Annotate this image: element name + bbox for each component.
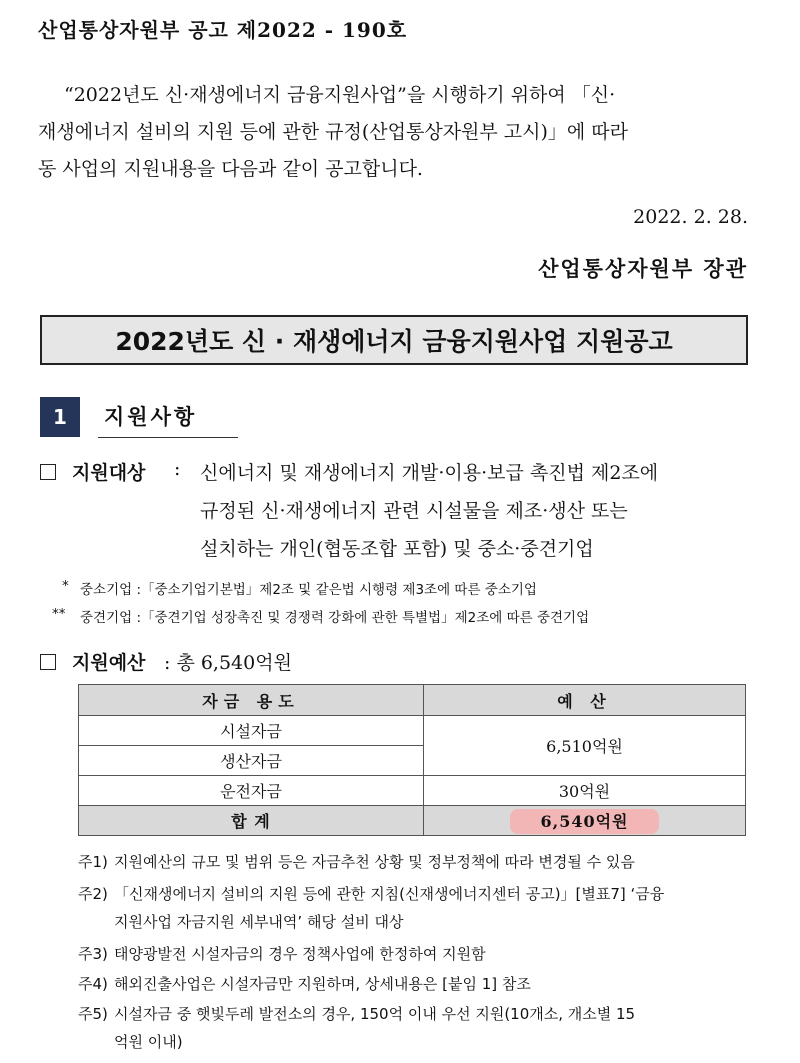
footnote-mark: * xyxy=(62,578,69,594)
notice-header: 산업통상자원부 공고 제2022 - 190호 xyxy=(38,18,408,42)
note-mark: 주2) xyxy=(78,885,108,903)
target-colon: : xyxy=(174,458,181,480)
table-cell-amount: 6,510억원 xyxy=(424,716,746,776)
page-title xyxy=(40,315,748,365)
note-text: 지원예산의 규모 및 범위 등은 자금추천 상황 및 정부정책에 따라 변경될 수 있음 xyxy=(114,853,635,871)
footnote-text: 중소기업 :「중소기업기본법」제2조 및 같은법 시행령 제3조에 따른 중소기업 xyxy=(80,582,537,598)
section-number: 1 xyxy=(40,397,80,437)
checkbox-icon xyxy=(40,654,56,670)
table-row xyxy=(79,776,746,806)
intro-line: “2022년도 신·재생에너지 금융지원사업”을 시행하기 위하여 「신· xyxy=(64,84,616,106)
intro-line: 재생에너지 설비의 지원 등에 관한 규정(산업통상자원부 고시)」에 따라 xyxy=(38,121,629,143)
intro-line: 동 사업의 지원내용을 다음과 같이 공고합니다. xyxy=(38,158,423,180)
table-cell-use: 시설자금 xyxy=(79,716,424,746)
table-total-label: 합 계 xyxy=(79,806,424,836)
table-header-use: 자금 용도 xyxy=(79,685,424,716)
issuer: 산업통상자원부 장관 xyxy=(538,256,748,281)
budget-table xyxy=(78,684,746,836)
page-title-text: 2022년도 신 · 재생에너지 금융지원사업 지원공고 xyxy=(115,327,673,356)
table-header-row xyxy=(79,685,746,716)
note-text: 지원사업 자금지원 세부내역’ 해당 설비 대상 xyxy=(114,913,404,931)
note-text: 태양광발전 시설자금의 경우 정책사업에 한정하여 지원함 xyxy=(114,945,486,963)
note-text: 억원 이내) xyxy=(114,1033,183,1051)
table-cell-use: 운전자금 xyxy=(79,776,424,806)
table-cell-amount: 30억원 xyxy=(424,776,746,806)
section-title: 지원사항 xyxy=(104,405,198,429)
section-underline xyxy=(98,437,238,438)
total-amount-highlight: 6,540억원 xyxy=(510,809,658,834)
note-mark: 주1) xyxy=(78,853,108,871)
note-mark: 주4) xyxy=(78,975,108,993)
table-cell-use: 생산자금 xyxy=(79,746,424,776)
footnote-mark: ** xyxy=(52,606,66,622)
footnote-text: 중견기업 :「중견기업 성장촉진 및 경쟁력 강화에 관한 특별법」제2조에 따른 중견기업 xyxy=(80,610,590,626)
note-text: 해외진출사업은 시설자금만 지원하며, 상세내용은 [붙임 1] 참조 xyxy=(114,975,531,993)
note-mark: 주5) xyxy=(78,1005,108,1023)
table-total-row xyxy=(79,806,746,836)
table-row xyxy=(79,716,746,746)
budget-label: 지원예산 xyxy=(72,652,146,674)
target-line: 규정된 신·재생에너지 관련 시설물을 제조·생산 또는 xyxy=(200,500,628,522)
budget-summary: : 총 6,540억원 xyxy=(164,652,292,674)
table-total-cell xyxy=(424,806,746,836)
note-text: 「신재생에너지 설비의 지원 등에 관한 지침(신재생에너지센터 공고)」[별표7] ‘금융 xyxy=(114,885,665,903)
notice-date: 2022. 2. 28. xyxy=(633,206,748,228)
note-text: 시설자금 중 햇빛두레 발전소의 경우, 150억 이내 우선 지원(10개소, 개소별 15 xyxy=(114,1005,636,1023)
target-label: 지원대상 xyxy=(72,462,146,484)
table-header-amount: 예 산 xyxy=(424,685,746,716)
note-mark: 주3) xyxy=(78,945,108,963)
target-line: 신에너지 및 재생에너지 개발·이용·보급 촉진법 제2조에 xyxy=(200,462,659,484)
checkbox-icon xyxy=(40,464,56,480)
target-line: 설치하는 개인(협동조합 포함) 및 중소·중견기업 xyxy=(200,538,594,560)
